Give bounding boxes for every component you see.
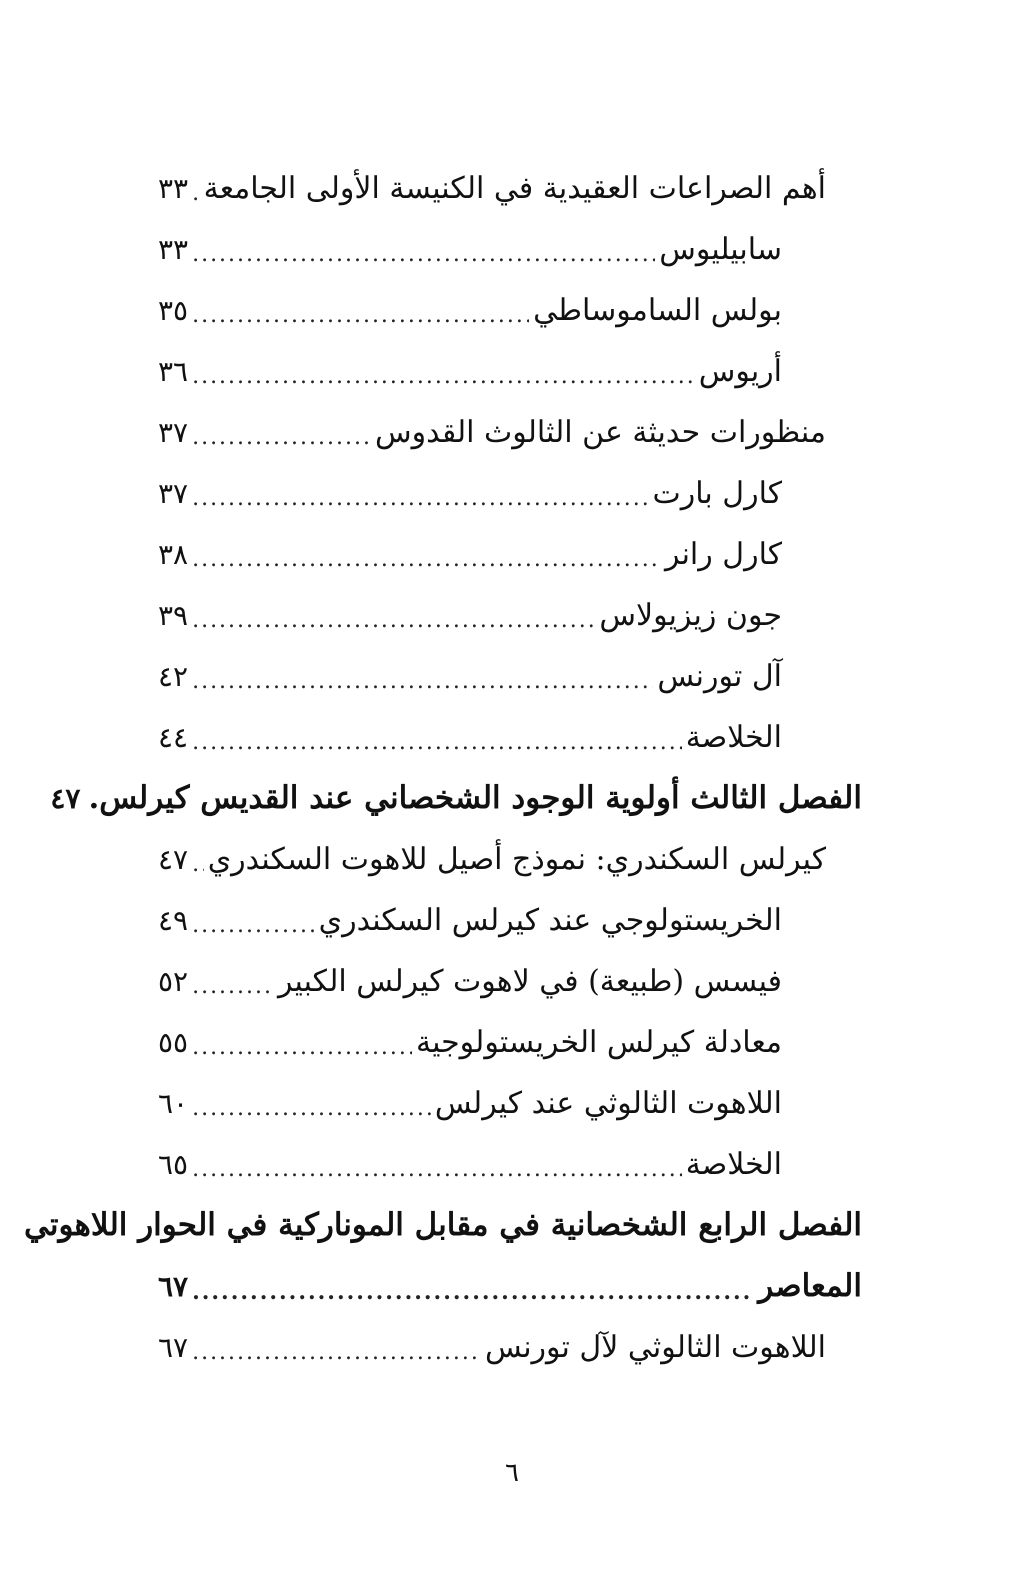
toc-entry-title: آل تورنس: [657, 658, 782, 694]
leader-dots: [192, 732, 682, 768]
leader-dots: [192, 976, 274, 1012]
toc-entry-page: ٤٢: [158, 659, 189, 693]
toc-entry-title: الفصل الرابع الشخصانية في مقابل الموناركية في الحوار اللاهوتي: [24, 1207, 862, 1243]
toc-entry[interactable]: [158, 280, 862, 341]
toc-entry-title: اللاهوت الثالوثي عند كيرلس: [434, 1085, 782, 1121]
toc-entry[interactable]: [158, 402, 862, 463]
leader-dots: [192, 1281, 754, 1317]
toc-entry-page: ٥٥: [158, 1025, 189, 1059]
toc-entry-page: ٦٧: [158, 1269, 189, 1303]
toc-entry[interactable]: [24, 1195, 862, 1256]
toc-entry-title: الخلاصة: [685, 719, 782, 755]
toc-entry-page: ٦٧: [158, 1330, 189, 1364]
toc-entry-title: أريوس: [698, 353, 782, 389]
toc-entry-page: ٣٨: [158, 537, 189, 571]
toc-entry-title: منظورات حديثة عن الثالوث القدوس: [374, 414, 826, 450]
toc-entry[interactable]: [158, 1256, 862, 1317]
leader-dots: [192, 1159, 682, 1195]
toc-entry-title: سابيليوس: [659, 231, 782, 267]
toc-entry-page: ٤٧: [50, 781, 81, 815]
toc-entry[interactable]: [158, 1134, 862, 1195]
toc-entry[interactable]: [158, 890, 862, 951]
toc-entry-page: ٦٥: [158, 1147, 189, 1181]
toc-entry-page: ٣٧: [158, 415, 189, 449]
toc-entry-page: ٦٠: [158, 1086, 189, 1120]
toc-entry[interactable]: [158, 585, 862, 646]
toc-entry-page: ٣٣: [158, 232, 189, 266]
leader-dots: [192, 366, 695, 402]
toc-entry[interactable]: [158, 158, 862, 219]
toc-entry-page: ٤٧: [158, 842, 189, 876]
toc-entry-title: الخلاصة: [685, 1146, 782, 1182]
toc-entry-page: ٣٩: [158, 598, 189, 632]
toc-entry-title: جون زيزيولاس: [599, 597, 782, 633]
toc-entry[interactable]: [158, 1073, 862, 1134]
leader-dots: [192, 610, 595, 646]
toc-entry-page: ٣٥: [158, 293, 189, 327]
toc-entry[interactable]: [50, 768, 862, 829]
toc-entry-page: ٣٦: [158, 354, 189, 388]
leader-dots: [192, 305, 529, 341]
leader-dots: [192, 671, 653, 707]
toc-entry[interactable]: [158, 463, 862, 524]
leader-dots: [192, 854, 204, 890]
toc-entry[interactable]: [158, 1317, 862, 1378]
toc-entry-title: فيسس (طبيعة) في لاهوت كيرلس الكبير: [277, 963, 782, 999]
leader-dots: [192, 915, 315, 951]
table-of-contents: [24, 158, 862, 1378]
toc-entry[interactable]: [158, 646, 862, 707]
toc-entry-page: ٤٩: [158, 903, 189, 937]
toc-entry[interactable]: [158, 1012, 862, 1073]
toc-entry-page: ٤٤: [158, 720, 189, 754]
toc-entry[interactable]: [158, 951, 862, 1012]
toc-entry-title: المعاصر: [758, 1268, 862, 1304]
toc-entry-page: ٣٧: [158, 476, 189, 510]
toc-entry-title: اللاهوت الثالوثي لآل تورنس: [484, 1329, 826, 1365]
leader-dots: [192, 183, 200, 219]
toc-entry-title: الخريستولوجي عند كيرلس السكندري: [318, 902, 782, 938]
toc-entry-title: الفصل الثالث أولوية الوجود الشخصاني عند القديس كيرلس.: [88, 780, 862, 816]
leader-dots: [192, 1098, 431, 1134]
toc-entry[interactable]: [158, 524, 862, 585]
toc-entry-title: كارل رانر: [665, 536, 782, 572]
leader-dots: [192, 244, 655, 280]
toc-entry-title: كارل بارت: [652, 475, 782, 511]
toc-entry-page: ٥٢: [158, 964, 189, 998]
toc-entry-title: معادلة كيرلس الخريستولوجية: [416, 1024, 782, 1060]
toc-entry[interactable]: [158, 341, 862, 402]
toc-entry-title: أهم الصراعات العقيدية في الكنيسة الأولى الجامعة: [203, 170, 826, 206]
toc-entry[interactable]: [158, 829, 862, 890]
leader-dots: [192, 1342, 481, 1378]
toc-entry-title: كيرلس السكندري: نموذج أصيل للاهوت السكندري: [207, 841, 826, 877]
toc-entry[interactable]: [158, 219, 862, 280]
leader-dots: [192, 488, 648, 524]
leader-dots: [192, 1037, 412, 1073]
page-number: ٦: [505, 1458, 519, 1488]
leader-dots: [192, 427, 371, 463]
toc-entry-title: بولس الساموساطي: [533, 292, 782, 328]
toc-entry[interactable]: [158, 707, 862, 768]
leader-dots: [192, 549, 661, 585]
toc-entry-page: ٣٣: [158, 171, 189, 205]
